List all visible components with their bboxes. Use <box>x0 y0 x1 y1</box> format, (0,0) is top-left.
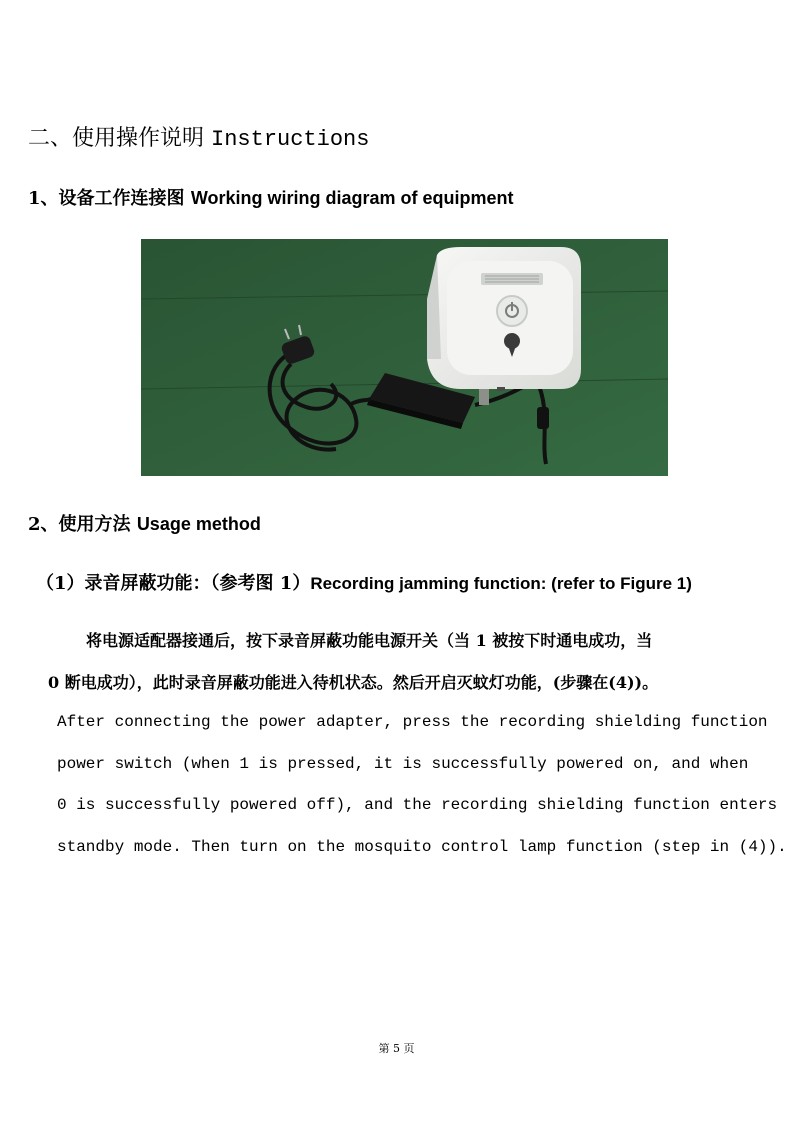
section-heading-cn: 二、使用操作说明 <box>28 126 205 151</box>
page-number: 第 5 页 <box>378 1042 415 1055</box>
paragraph-en-line-3: 0 is successfully powered off), and the recording shielding function enters <box>57 796 778 814</box>
heading-wiring-diagram-cn: 1、设备工作连接图 <box>28 188 185 209</box>
section-heading <box>28 121 369 152</box>
heading-wiring-diagram <box>28 184 514 210</box>
heading-recording-jamming-cn: （1）录音屏蔽功能：（参考图 1） <box>36 573 311 594</box>
paragraph-cn-line-2: 0 断电成功），此时录音屏蔽功能进入待机状态。然后开启灭蚊灯功能，(步骤在(4))。 <box>48 673 659 692</box>
paragraph-en-line-4: standby mode. Then turn on the mosquito control lamp function (step in (4)). <box>57 838 787 856</box>
heading-recording-jamming <box>36 569 692 595</box>
heading-usage-method-en: Usage method <box>136 514 261 534</box>
paragraph-cn-line-1: 将电源适配器接通后，按下录音屏蔽功能电源开关（当 1 被按下时通电成功，当 <box>86 631 653 650</box>
heading-wiring-diagram-en: Working wiring diagram of equipment <box>190 188 514 208</box>
paragraph-en-line-2: power switch (when 1 is pressed, it is successfully powered on, and when <box>57 755 749 773</box>
section-heading-en: Instructions <box>211 127 370 152</box>
device-wiring-photo <box>141 239 668 476</box>
heading-usage-method <box>28 510 261 536</box>
heading-recording-jamming-en: Recording jamming function: (refer to Figure 1) <box>310 574 692 593</box>
heading-usage-method-cn: 2、使用方法 <box>28 514 131 535</box>
paragraph-en-line-1: After connecting the power adapter, press the recording shielding function <box>57 713 768 731</box>
